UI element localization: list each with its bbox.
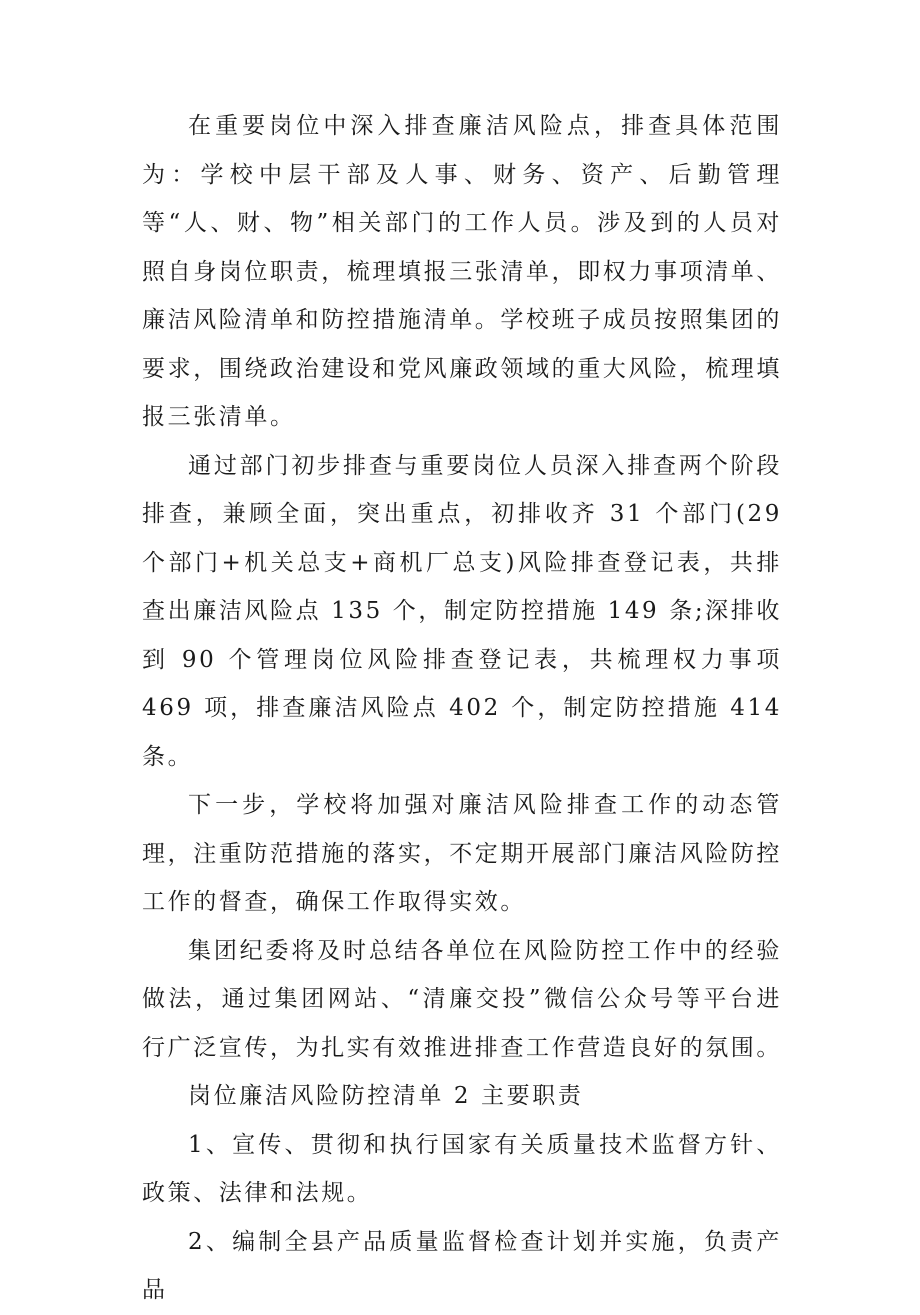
section-heading: 岗位廉洁风险防控清单 2 主要职责	[188, 1083, 584, 1109]
document-body	[142, 102, 782, 1315]
paragraph-publicity: 集团纪委将及时总结各单位在风险防控工作中的经验做法，通过集团网站、“清廉交投”微信公众号等平台进行广泛宣传，为扎实有效推进排查工作营造良好的氛围。	[142, 937, 782, 1061]
duty-item-1: 1、宣传、贯彻和执行国家有关质量技术监督方针、政策、法律和法规。	[142, 1131, 782, 1206]
paragraph-next-steps: 下一步，学校将加强对廉洁风险排查工作的动态管理，注重防范措施的落实，不定期开展部门廉洁风险防控工作的督查，确保工作取得实效。	[142, 792, 782, 915]
paragraph-screening-results: 通过部门初步排查与重要岗位人员深入排查两个阶段排查，兼顾全面，突出重点，初排收齐 31 个部门(29 个部门+机关总支+商机厂总支)风险排查登记表，共排查出廉洁风险点 135 个，制定防控措施 149 条;深排收到 90 个管理岗位风险排查登记表，共梳理权力事项 469 项，排查廉洁风险点 402 个，制定防控措施 414 条。	[142, 452, 782, 770]
paragraph-risk-scope: 在重要岗位中深入排查廉洁风险点，排查具体范围为：学校中层干部及人事、财务、资产、后勤管理等“人、财、物”相关部门的工作人员。涉及到的人员对照自身岗位职责，梳理填报三张清单，即权力事项清单、廉洁风险清单和防控措施清单。学校班子成员按照集团的要求，围绕政治建设和党风廉政领域的重大风险，梳理填报三张清单。	[142, 113, 782, 430]
duty-item-2: 2、编制全县产品质量监督检查计划并实施，负责产品	[142, 1228, 782, 1303]
